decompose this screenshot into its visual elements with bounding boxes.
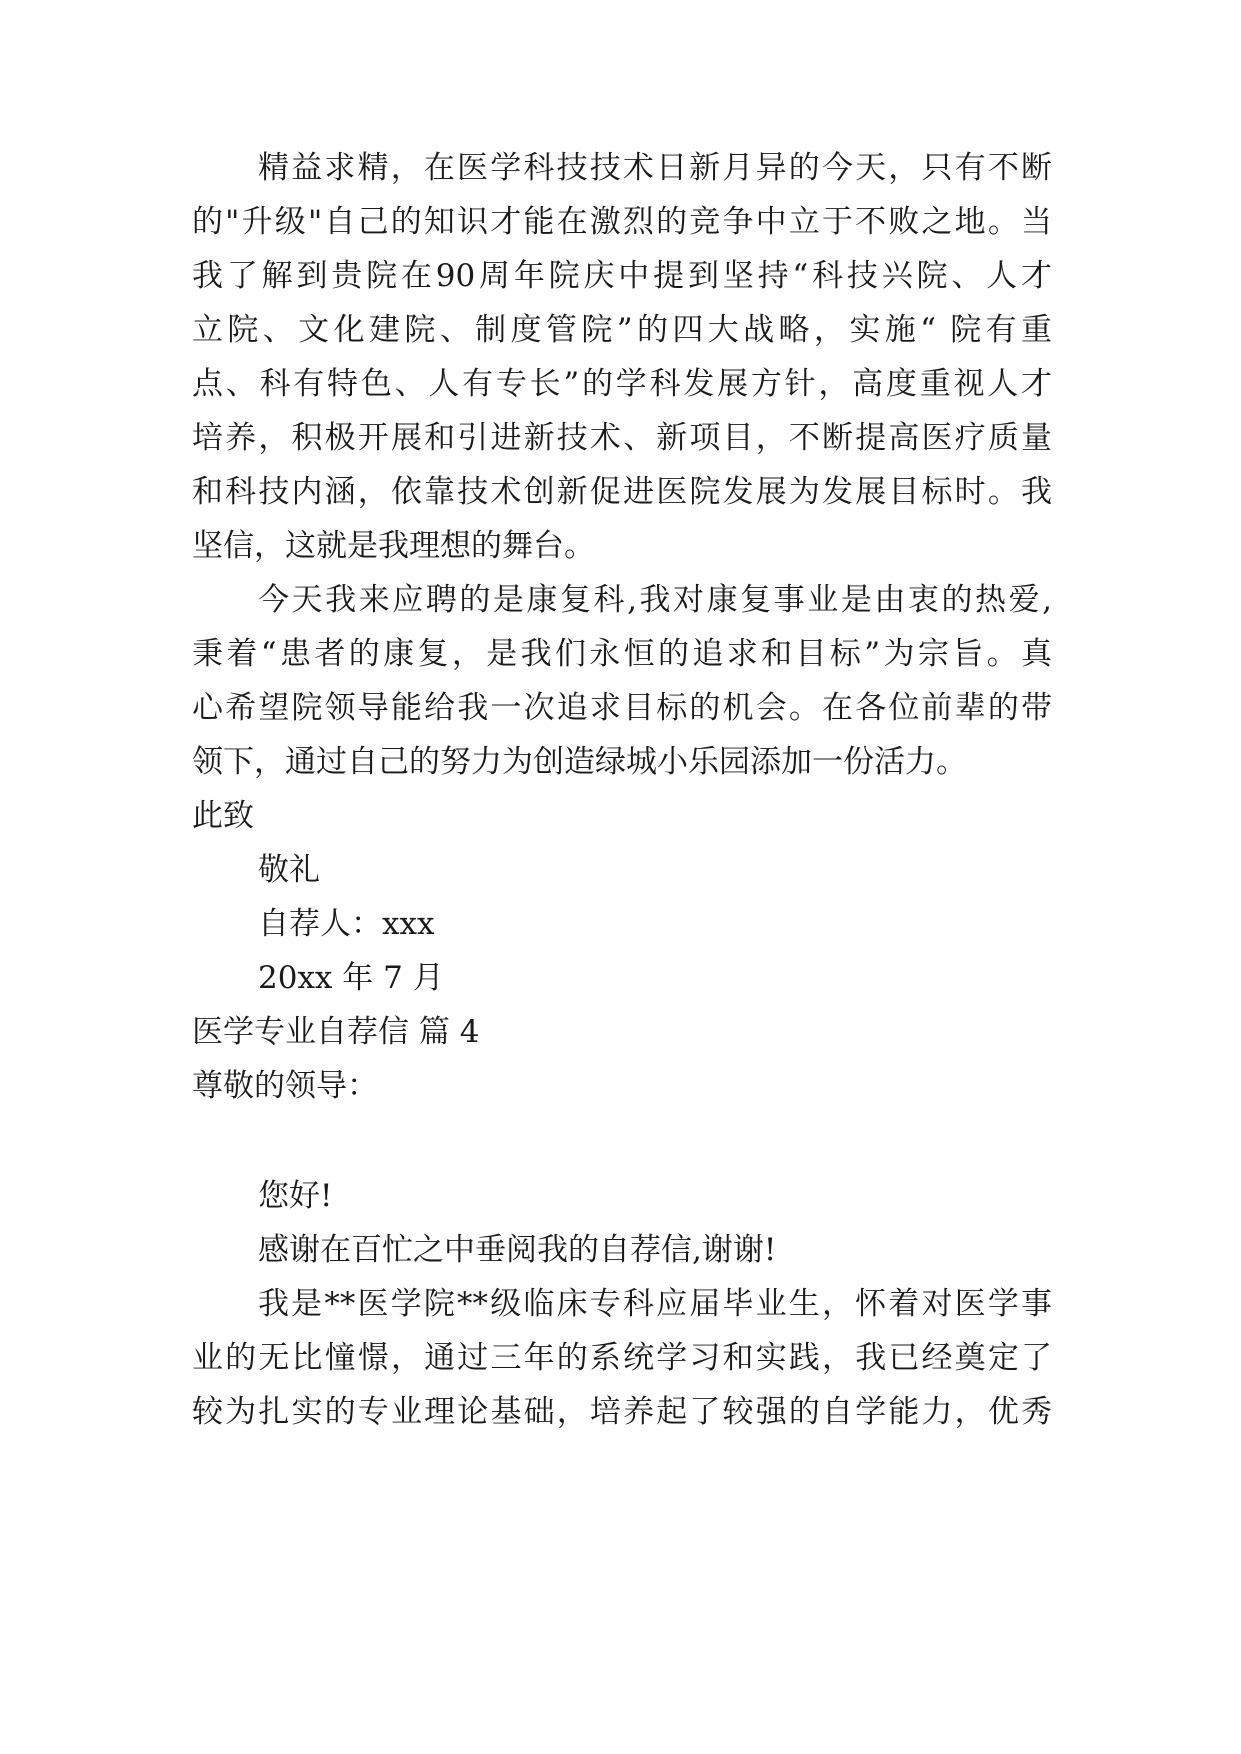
hello-line: 您好!: [258, 1178, 333, 1214]
paragraph-line: 我是**医学院**级临床专科应届毕业生，怀着对医学事: [258, 1286, 1052, 1322]
greeting-line: 尊敬的领导：: [192, 1068, 378, 1104]
paragraph-line: 的"升级"自己的知识才能在激烈的竞争中立于不败之地。当: [192, 204, 1052, 240]
paragraph-line: 我了解到贵院在90周年院庆中提到坚持“科技兴院、人才: [192, 258, 1052, 294]
closing-salutation: 此致: [192, 798, 254, 834]
paragraph-line: 坚信，这就是我理想的舞台。: [192, 528, 595, 564]
paragraph-line: 领下，通过自己的努力为创造绿城小乐园添加一份活力。: [192, 744, 967, 780]
paragraph-line: 业的无比憧憬，通过三年的系统学习和实践，我已经奠定了: [192, 1340, 1052, 1376]
paragraph-line: 心希望院领导能给我一次追求目标的机会。在各位前辈的带: [192, 690, 1052, 726]
section-heading: 医学专业自荐信 篇 4: [192, 1014, 480, 1050]
paragraph-line: 秉着“患者的康复，是我们永恒的追求和目标”为宗旨。真: [192, 636, 1052, 672]
signature-line: 自荐人：xxx: [258, 906, 435, 942]
thanks-line: 感谢在百忙之中垂阅我的自荐信,谢谢!: [258, 1232, 777, 1268]
paragraph-line: 点、科有特色、人有专长”的学科发展方针，高度重视人才: [192, 366, 1052, 402]
paragraph-line: 和科技内涵，依靠技术创新促进医院发展为发展目标时。我: [192, 474, 1052, 510]
paragraph-line: 较为扎实的专业理论基础，培养起了较强的自学能力，优秀: [192, 1394, 1052, 1430]
paragraph-line: 今天我来应聘的是康复科,我对康复事业是由衷的热爱,: [258, 582, 1052, 618]
paragraph-line: 立院、文化建院、制度管院”的四大战略，实施“ 院有重: [192, 312, 1052, 348]
closing-regards: 敬礼: [258, 852, 320, 888]
paragraph-line: 精益求精，在医学科技技术日新月异的今天，只有不断: [258, 150, 1052, 186]
paragraph-line: 培养，积极开展和引进新技术、新项目，不断提高医疗质量: [192, 420, 1052, 456]
date-line: 20xx 年 7 月: [258, 960, 444, 996]
